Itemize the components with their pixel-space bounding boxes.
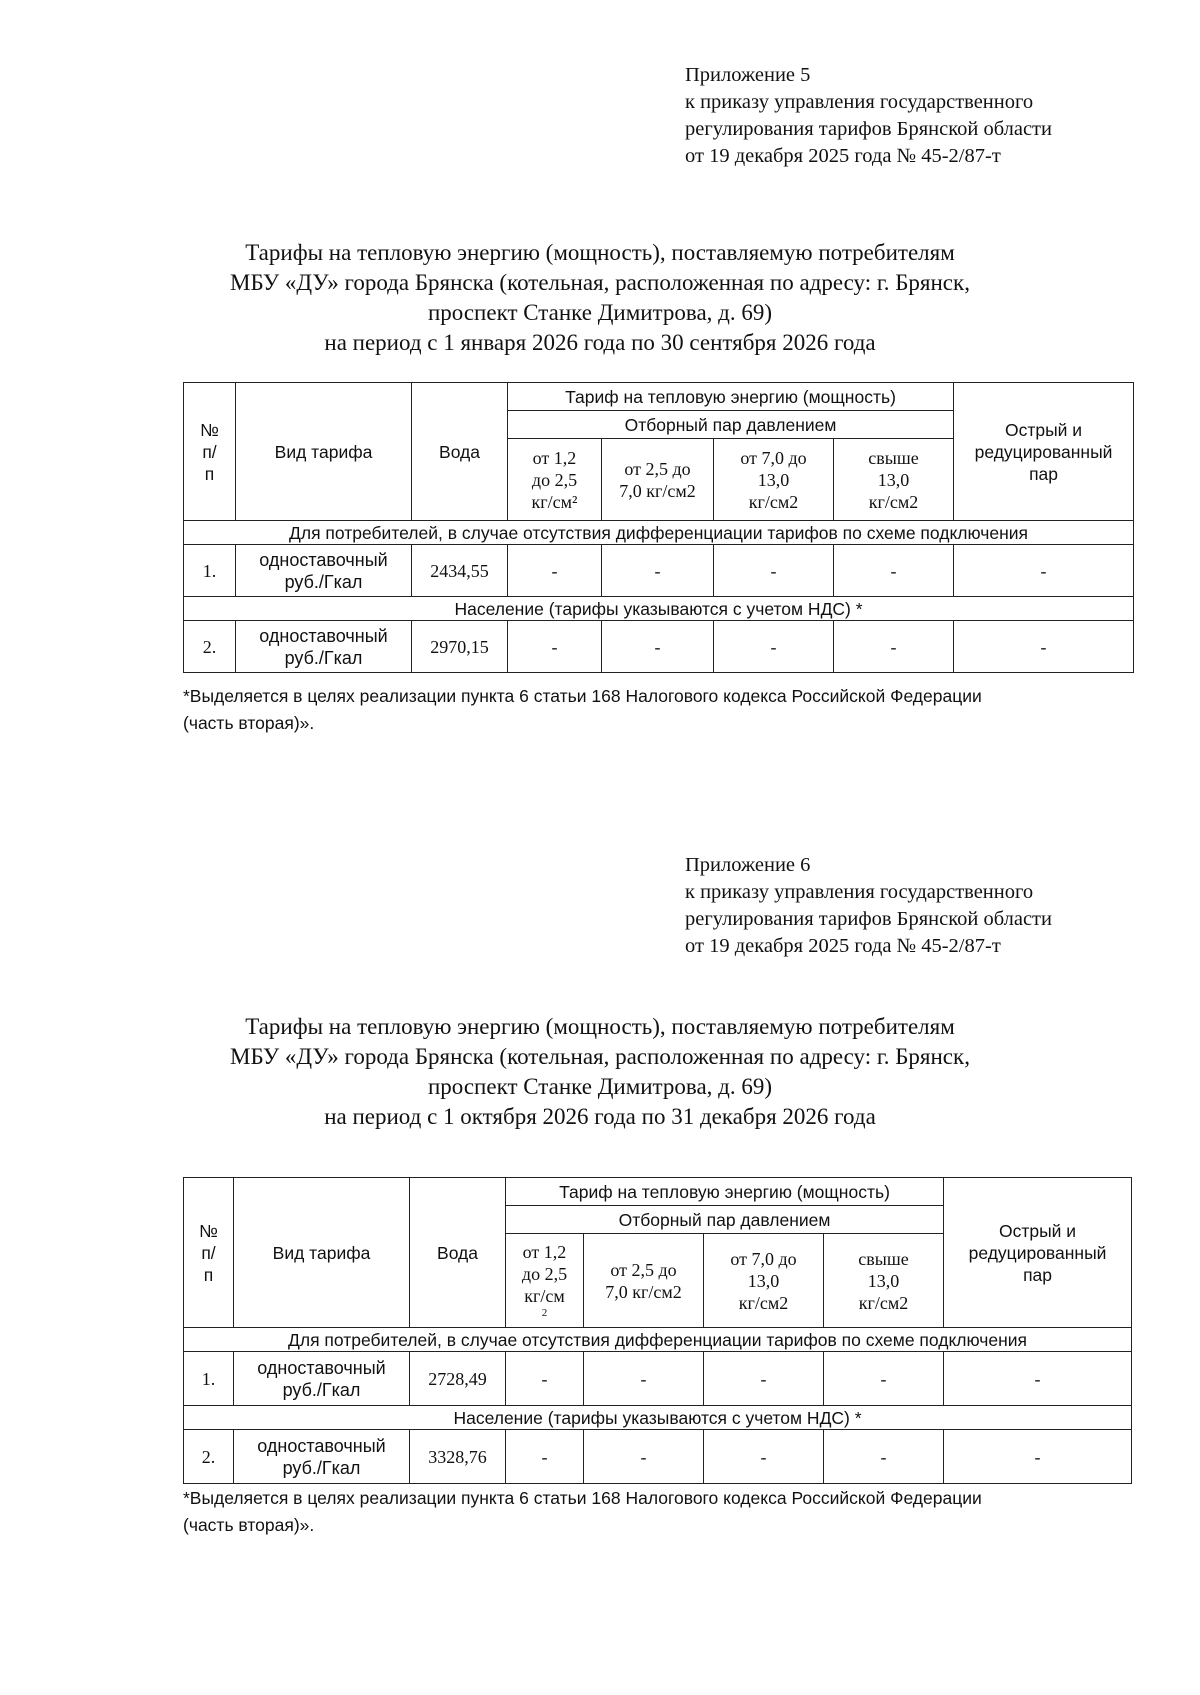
footnote-5: [183, 683, 982, 737]
row-sharp-steam: -: [954, 621, 1134, 673]
row-pressure-1: -: [508, 545, 602, 597]
header-tariff-energy: Тариф на тепловую энергию (мощность): [508, 383, 954, 411]
table-row: [184, 621, 1134, 673]
row-pressure-3: -: [714, 545, 834, 597]
title-line: Тарифы на тепловую энергию (мощность), поставляемую потребителям: [245, 1014, 955, 1039]
header-pressure-3: от 7,0 до 13,0 кг/см2: [714, 439, 834, 521]
appendix-order-date: от 19 декабря 2025 года № 45-2/87-т: [685, 935, 1001, 957]
row-tariff-type: одноставочный руб./Гкал: [236, 545, 412, 597]
appendix-header-6: [685, 852, 1052, 960]
header-pressure-4: свыше 13,0 кг/см2: [834, 439, 954, 521]
row-pressure-1: -: [508, 621, 602, 673]
row-pressure-4: -: [824, 1430, 944, 1484]
header-number: № п/ п: [184, 383, 236, 521]
appendix-order-line: регулирования тарифов Брянской области: [685, 118, 1052, 140]
footnote-6: [183, 1485, 982, 1539]
row-pressure-3: -: [704, 1430, 824, 1484]
title-period: на период с 1 октября 2026 года по 31 декабря 2026 года: [324, 1104, 876, 1129]
appendix-order-line: регулирования тарифов Брянской области: [685, 908, 1052, 930]
title-period: на период с 1 января 2026 года по 30 сентября 2026 года: [324, 330, 876, 355]
header-number: № п/ п: [184, 1178, 234, 1328]
header-pressure-1: от 1,2 до 2,5 кг/см²: [508, 439, 602, 521]
header-tariff-energy: Тариф на тепловую энергию (мощность): [506, 1178, 944, 1206]
row-pressure-2: -: [602, 545, 714, 597]
header-pressure-2: от 2,5 до 7,0 кг/см2: [602, 439, 714, 521]
header-tariff-type: Вид тарифа: [236, 383, 412, 521]
group-row-population: Население (тарифы указываются с учетом НДС) *: [184, 1406, 1132, 1430]
appendix-order-line: к приказу управления государственного: [685, 881, 1034, 903]
tariff-table-6: [183, 1177, 1132, 1484]
row-pressure-4: -: [834, 545, 954, 597]
header-sharp-steam: Острый и редуцированный пар: [954, 383, 1134, 521]
appendix-label: Приложение 6: [685, 854, 811, 876]
row-water-value: 3328,76: [410, 1430, 506, 1484]
header-selected-steam: Отборный пар давлением: [508, 411, 954, 439]
header-selected-steam: Отборный пар давлением: [506, 1206, 944, 1234]
appendix-order-line: к приказу управления государственного: [685, 91, 1034, 113]
footnote-line: (часть вторая)».: [183, 713, 315, 733]
title-line: МБУ «ДУ» города Брянска (котельная, расположенная по адресу: г. Брянск,: [230, 270, 970, 295]
header-pressure-2: от 2,5 до 7,0 кг/см2: [584, 1234, 704, 1328]
title-line: проспект Станке Димитрова, д. 69): [427, 1074, 773, 1099]
document-title-5: [150, 238, 1050, 358]
footnote-line: *Выделяется в целях реализации пункта 6 статьи 168 Налогового кодекса Российской Федерации: [183, 1488, 982, 1508]
row-pressure-1: -: [506, 1430, 584, 1484]
row-number: 2.: [184, 621, 236, 673]
row-sharp-steam: -: [944, 1352, 1132, 1406]
row-pressure-1: -: [506, 1352, 584, 1406]
row-sharp-steam: -: [944, 1430, 1132, 1484]
row-water-value: 2970,15: [412, 621, 508, 673]
row-tariff-type: одноставочный руб./Гкал: [234, 1352, 410, 1406]
row-water-value: 2728,49: [410, 1352, 506, 1406]
group-row-population: Население (тарифы указываются с учетом НДС) *: [184, 597, 1134, 621]
table-row: [184, 1352, 1132, 1406]
row-water-value: 2434,55: [412, 545, 508, 597]
appendix-order-date: от 19 декабря 2025 года № 45-2/87-т: [685, 145, 1001, 167]
header-pressure-1: от 1,2 до 2,5 кг/см 2: [506, 1234, 584, 1328]
title-line: МБУ «ДУ» города Брянска (котельная, расположенная по адресу: г. Брянск,: [230, 1044, 970, 1069]
row-sharp-steam: -: [954, 545, 1134, 597]
footnote-line: (часть вторая)».: [183, 1515, 315, 1535]
row-number: 2.: [184, 1430, 234, 1484]
row-pressure-3: -: [704, 1352, 824, 1406]
footnote-line: *Выделяется в целях реализации пункта 6 статьи 168 Налогового кодекса Российской Федерации: [183, 686, 982, 706]
row-tariff-type: одноставочный руб./Гкал: [236, 621, 412, 673]
row-number: 1.: [184, 545, 236, 597]
row-tariff-type: одноставочный руб./Гкал: [234, 1430, 410, 1484]
header-pressure-3: от 7,0 до 13,0 кг/см2: [704, 1234, 824, 1328]
header-pressure-4: свыше 13,0 кг/см2: [824, 1234, 944, 1328]
group-row-consumers: Для потребителей, в случае отсутствия дифференциации тарифов по схеме подключения: [184, 521, 1134, 545]
header-water: Вода: [410, 1178, 506, 1328]
row-pressure-4: -: [824, 1352, 944, 1406]
table-row: [184, 1430, 1132, 1484]
row-pressure-4: -: [834, 621, 954, 673]
title-line: проспект Станке Димитрова, д. 69): [427, 300, 773, 325]
header-tariff-type: Вид тарифа: [234, 1178, 410, 1328]
title-line: Тарифы на тепловую энергию (мощность), поставляемую потребителям: [245, 240, 955, 265]
row-number: 1.: [184, 1352, 234, 1406]
document-title-6: [150, 1012, 1050, 1132]
row-pressure-2: -: [602, 621, 714, 673]
group-row-consumers: Для потребителей, в случае отсутствия дифференциации тарифов по схеме подключения: [184, 1328, 1132, 1352]
row-pressure-2: -: [584, 1352, 704, 1406]
header-sharp-steam: Острый и редуцированный пар: [944, 1178, 1132, 1328]
row-pressure-3: -: [714, 621, 834, 673]
row-pressure-2: -: [584, 1430, 704, 1484]
appendix-label: Приложение 5: [685, 64, 811, 86]
table-row: [184, 545, 1134, 597]
header-water: Вода: [412, 383, 508, 521]
appendix-header-5: [685, 62, 1052, 170]
tariff-table-5: [183, 382, 1134, 673]
